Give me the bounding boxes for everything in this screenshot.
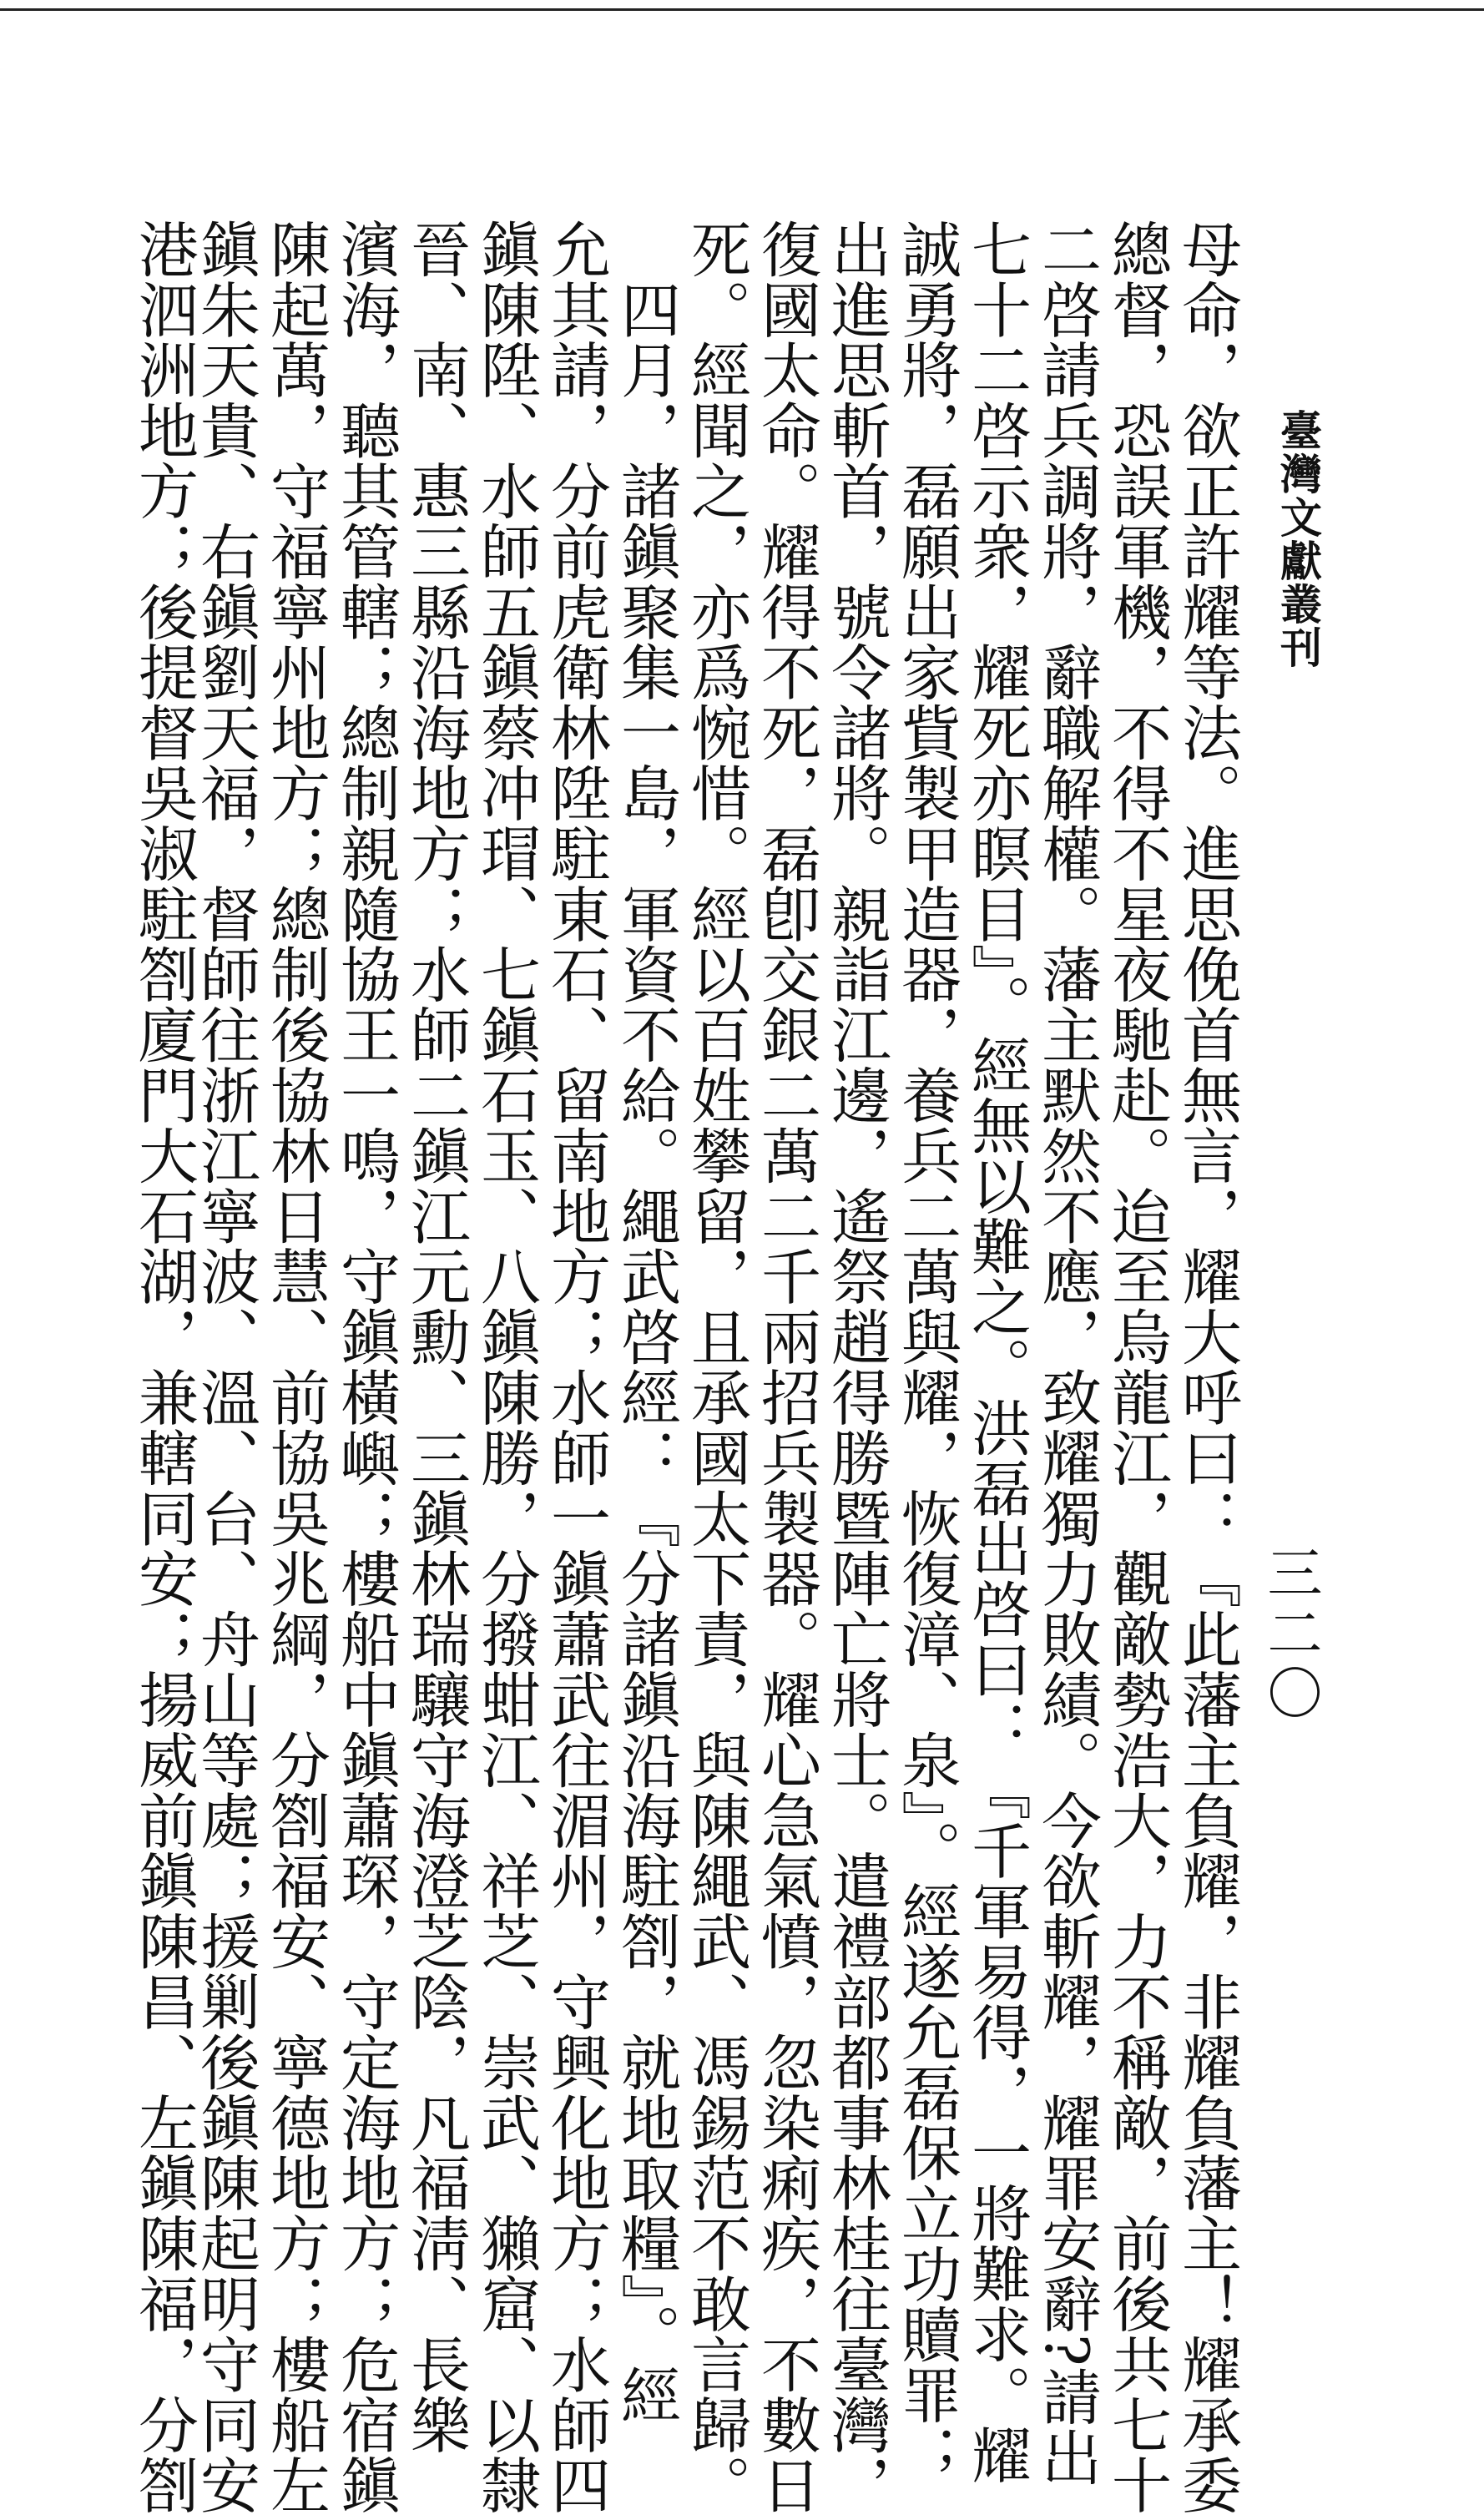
text-column: 濱海，聽其管轄；總制親隨協王一鳴，守鎭橫嶼；樓船中鎭蕭琛，守定海地方；危宿鎭 [331,219,401,2515]
text-column: 允其請，分前虎衛林陞駐東石、留南地方；水師一鎭蕭武往湄州，守興化地方；水師四 [541,219,611,2515]
text-column: 出進思斬首，號令諸將。親詣江邊，遙祭趙得勝暨陣亡將士。遣禮部都事林桂往臺灣， [821,219,891,2515]
page-number: 三二〇 [1258,1544,1322,1725]
text-column: 死。經聞之，亦爲惋惜。經以百姓攀留，且承國太下責，與陳繩武、馮錫范不敢言歸。 [681,219,751,2515]
running-header-title: 臺灣文獻叢刊 [1274,409,1323,669]
text-column: 七十二啓示衆，耀死亦瞑目』。經無以難之。洪磊出啓曰：『千軍易得，一將難求。耀 [962,219,1032,2486]
text-column: 二啓請兵調將，辭職解權。藩主默然不應，致耀獨力敗績。今欲斬耀，耀罪安辭?請出 [1032,219,1102,2487]
text-column: 誠勇將，磊願出家貲製甲造器，養兵二萬與耀，恢復漳、泉』。經遂允磊保立功贖罪； [891,219,962,2486]
body-text [129,219,1242,2515]
text-column: 復國太命。耀得不死，磊卽交銀二萬二千兩招兵製器。耀心急氣憤，忽染痢疾，不數日 [751,219,821,2515]
text-column: 四月，諸鎭聚集一島，軍資不給。繩武啓經：『分諸鎭沿海駐劄，就地取糧』。經 [611,219,681,2425]
text-column: 總督，恐誤軍機，不得不星夜馳赴。迨至烏龍江，觀敵勢浩大，力不稱敵，前後共七十 [1102,219,1172,2515]
text-column: 陳起萬，守福寧州地方；總制後協林日慧、前協吳兆綱，分劄福安、寧德地方；樓船左 [260,219,331,2515]
text-column: 母命，欲正許耀等法。進思俛首無言，耀大呼曰：『此藩主負耀，非耀負藩主！耀承委 [1172,219,1242,2515]
text-column: 晉、南、惠三縣沿海地方；水師二鎭江元勳、三鎭林瑞驤守海澄芝陰，凡福淸、長樂 [401,219,471,2455]
top-border-rule [0,8,1484,11]
text-column: 港泗洲地方；後提督吳淑駐劄廈門大石湖，兼轄同安；揚威前鎭陳昌、左鎭陳福，分劄 [129,219,199,2515]
text-column: 鎭朱天貴、右鎭劉天福，督師往浙江寧波、溫、台、舟山等處；援剿後鎭陳起明守同安 [190,219,260,2515]
text-column: 鎭陳陞、水師五鎭蔡冲瑁、七鎭石玉、八鎭陳勝，分撥蚶江、祥芝、崇武、獺窟、以隸 [471,219,541,2515]
